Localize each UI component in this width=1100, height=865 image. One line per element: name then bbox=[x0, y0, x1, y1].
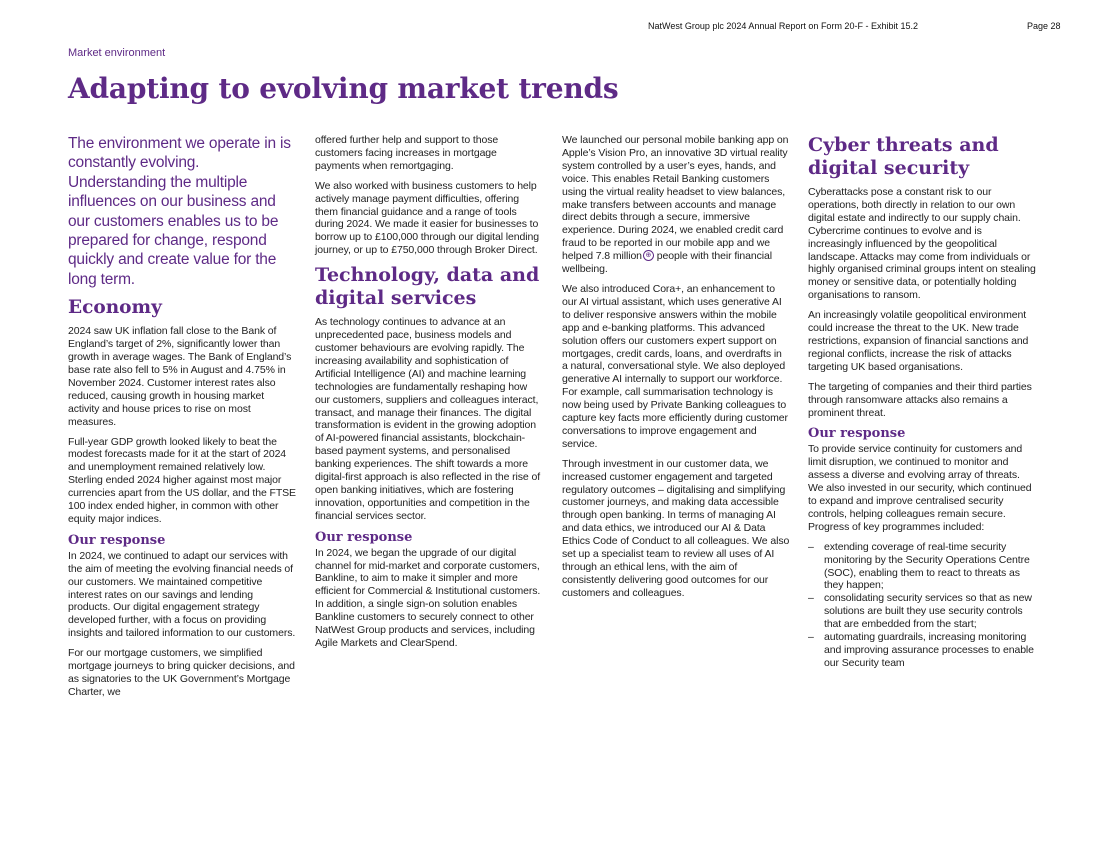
column-4 bbox=[808, 134, 1036, 670]
technology-heading: Technology, data and digital services bbox=[315, 264, 540, 310]
business-customers-paragraph: We also worked with business customers to help actively manage payment difficulties, offering them financial guidance and a range of tools during 2024. We made it easier for businesses to borrow up to £100,000 through our digital lending journey, or up to £750,000 through Broker Direct. bbox=[315, 179, 539, 257]
economy-response-paragraph-2: For our mortgage customers, we simplified mortgage journeys to bring quicker decisions, and as signatories to the UK Government’s Mortgage Charter, we bbox=[68, 647, 295, 698]
vision-pro-text: We launched our personal mobile banking app on Apple’s Vision Pro, an innovative 3D virtual reality system controlled by a user’s eyes, hands, and voice. This enables Retail Banking customers using the virtual reality headset to view balances, make transfers between accounts and manage direct debits through a secure, immersive experience. During 2024, we enabled credit card fraud to be reported in our mobile app and we helped 7.8 million bbox=[562, 134, 789, 263]
section-label: Market environment bbox=[68, 47, 166, 59]
column-2 bbox=[315, 134, 543, 657]
economy-response-paragraph-1: In 2024, we continued to adapt our services with the aim of meeting the evolving financial needs of our customers. We maintained competitive interest rates on our savings and lending products. Our digital engagement strategy developed further, with a focus on providing insights and tailored information to our customers. bbox=[68, 549, 296, 640]
cyber-heading: Cyber threats and digital security bbox=[808, 134, 999, 179]
column-1 bbox=[68, 134, 296, 706]
column-3 bbox=[562, 134, 790, 607]
list-item: – consolidating security services so that as new solutions are built they use security controls that are embedded from the start; bbox=[808, 592, 1036, 631]
economy-paragraph-1: 2024 saw UK inflation fall close to the Bank of England’s target of 2%, significantly lower than growth in average wages. The Bank of England’s base rate also fell to 5% in August and 4.75% in November 2024. Customer interest rates also reduced, causing growth in housing market activity and house prices to rise on most measures. bbox=[68, 325, 292, 428]
intro-statement: The environment we operate in is constantly evolving. Understanding the multiple influences on our business and our customers enables us to be prepared for change, respond quickly and create value for the long term. bbox=[68, 135, 291, 288]
vision-pro-text-end: people with their financial wellbeing. bbox=[562, 250, 772, 276]
cyber-response-paragraph: To provide service continuity for customers and limit disruption, we continued to monitor and assess a diverse and evolving array of threats. We also invested in our security, which continued to expand and improve centralised security controls, helping colleagues remain secure. Progress of key programmes included: bbox=[808, 443, 1032, 533]
cyber-paragraph-1: Cyberattacks pose a constant risk to our operations, both directly in relation to our own digital estate and indirectly to our supply chain. Cybercrime continues to evolve and is increasingly influenced by the geopolitical landscape. Attacks may come from individuals or highly organised criminal groups intent on stealing money or sensitive data, or potentially holding organisations to ransom. bbox=[808, 186, 1036, 302]
document-header-title: NatWest Group plc 2024 Annual Report on Form 20-F - Exhibit 15.2 bbox=[648, 21, 918, 31]
page-number: Page 28 bbox=[1027, 21, 1061, 31]
technology-response-heading: Our response bbox=[315, 529, 413, 545]
cora-paragraph: We also introduced Cora+, an enhancement to our AI virtual assistant, which uses generative AI to deliver responsive answers within the mobile app and e-banking platforms. This advanced solution offers our customers expert support on mortgages, credit cards, loans, and overdrafts in a natural, conversational style. We also deployed generative AI internally to support our workforce. For example, call summarisation technology is now being used by Private Banking colleagues to capture key facts more efficiently during customer conversations to improve engagement and service. bbox=[562, 282, 788, 450]
economy-heading: Economy bbox=[68, 297, 162, 319]
cyber-programmes-list bbox=[808, 541, 1036, 670]
economy-paragraph-2: Full-year GDP growth looked likely to beat the modest forecasts made for it at the start of 2024 and unemployment remained relatively low. Sterling ended 2024 higher against most major currencies apart from the US dollar, and the FTSE 100 index ended higher, in common with other equity major indices. bbox=[68, 435, 296, 525]
technology-response-paragraph: In 2024, we began the upgrade of our digital channel for mid-market and corporate customers, Bankline, to aim to make it simpler and more efficient for Commercial & Institutional customers. In addition, a single sign-on solution enables Bankline customers to securely connect to other NatWest Group products and services, including Agile Markets and ClearSpend. bbox=[315, 546, 541, 649]
cyber-paragraph-2: An increasingly volatile geopolitical environment could increase the threat to the UK. New trade restrictions, expansion of financial sanctions and regional conflicts, increase the risk of attacks targeting UK based organisations. bbox=[808, 309, 1029, 373]
cyber-paragraph-3: The targeting of companies and their third parties through ransomware attacks also remains a prominent threat. bbox=[808, 380, 1032, 419]
economy-response-heading: Our response bbox=[68, 532, 166, 548]
economy-response-paragraph-continued: offered further help and support to those customers facing increases in mortgage payments when remortgaging. bbox=[315, 134, 499, 172]
vision-pro-paragraph bbox=[562, 134, 790, 276]
list-item: – automating guardrails, increasing monitoring and improving assurance processes to enable our Security team bbox=[808, 631, 1036, 670]
customer-data-paragraph: Through investment in our customer data, we increased customer engagement and targeted regulatory outcomes – digitalising and simplifying customer journeys, and making data accessible through open banking. In terms of managing AI and data ethics, we introduced our AI & Data Ethics Code of Conduct to all colleagues. We also set up a specialist team to review all uses of AI through an ethical lens, with the aim of consistently delivering good outcomes for our customers and colleagues. bbox=[562, 457, 790, 599]
page-title: Adapting to evolving market trends bbox=[68, 72, 619, 105]
technology-paragraph-1: As technology continues to advance at an unprecedented pace, business models and customer behaviours are evolving rapidly. The increasing availability and sophistication of Artificial Intelligence (AI) and machine learning technologies are fundamentally reshaping how our customers, suppliers and colleagues interact, transact, and manage their finances. The digital transformation is evident in the growing adoption of AI-powered financial assistants, blockchain-based payment systems, and personalised banking experiences. The shift towards a more digital-first approach is also reflected in the rise of open banking initiatives, which are fostering innovation, opportunities and competition in the financial services sector. bbox=[315, 316, 541, 522]
list-item: – extending coverage of real-time security monitoring by the Security Operations Centre (SOC), enabling them to react to threats as they happen; bbox=[808, 541, 1036, 593]
info-hover-icon[interactable]: ⊕ bbox=[643, 250, 654, 261]
cyber-response-heading: Our response bbox=[808, 426, 906, 442]
